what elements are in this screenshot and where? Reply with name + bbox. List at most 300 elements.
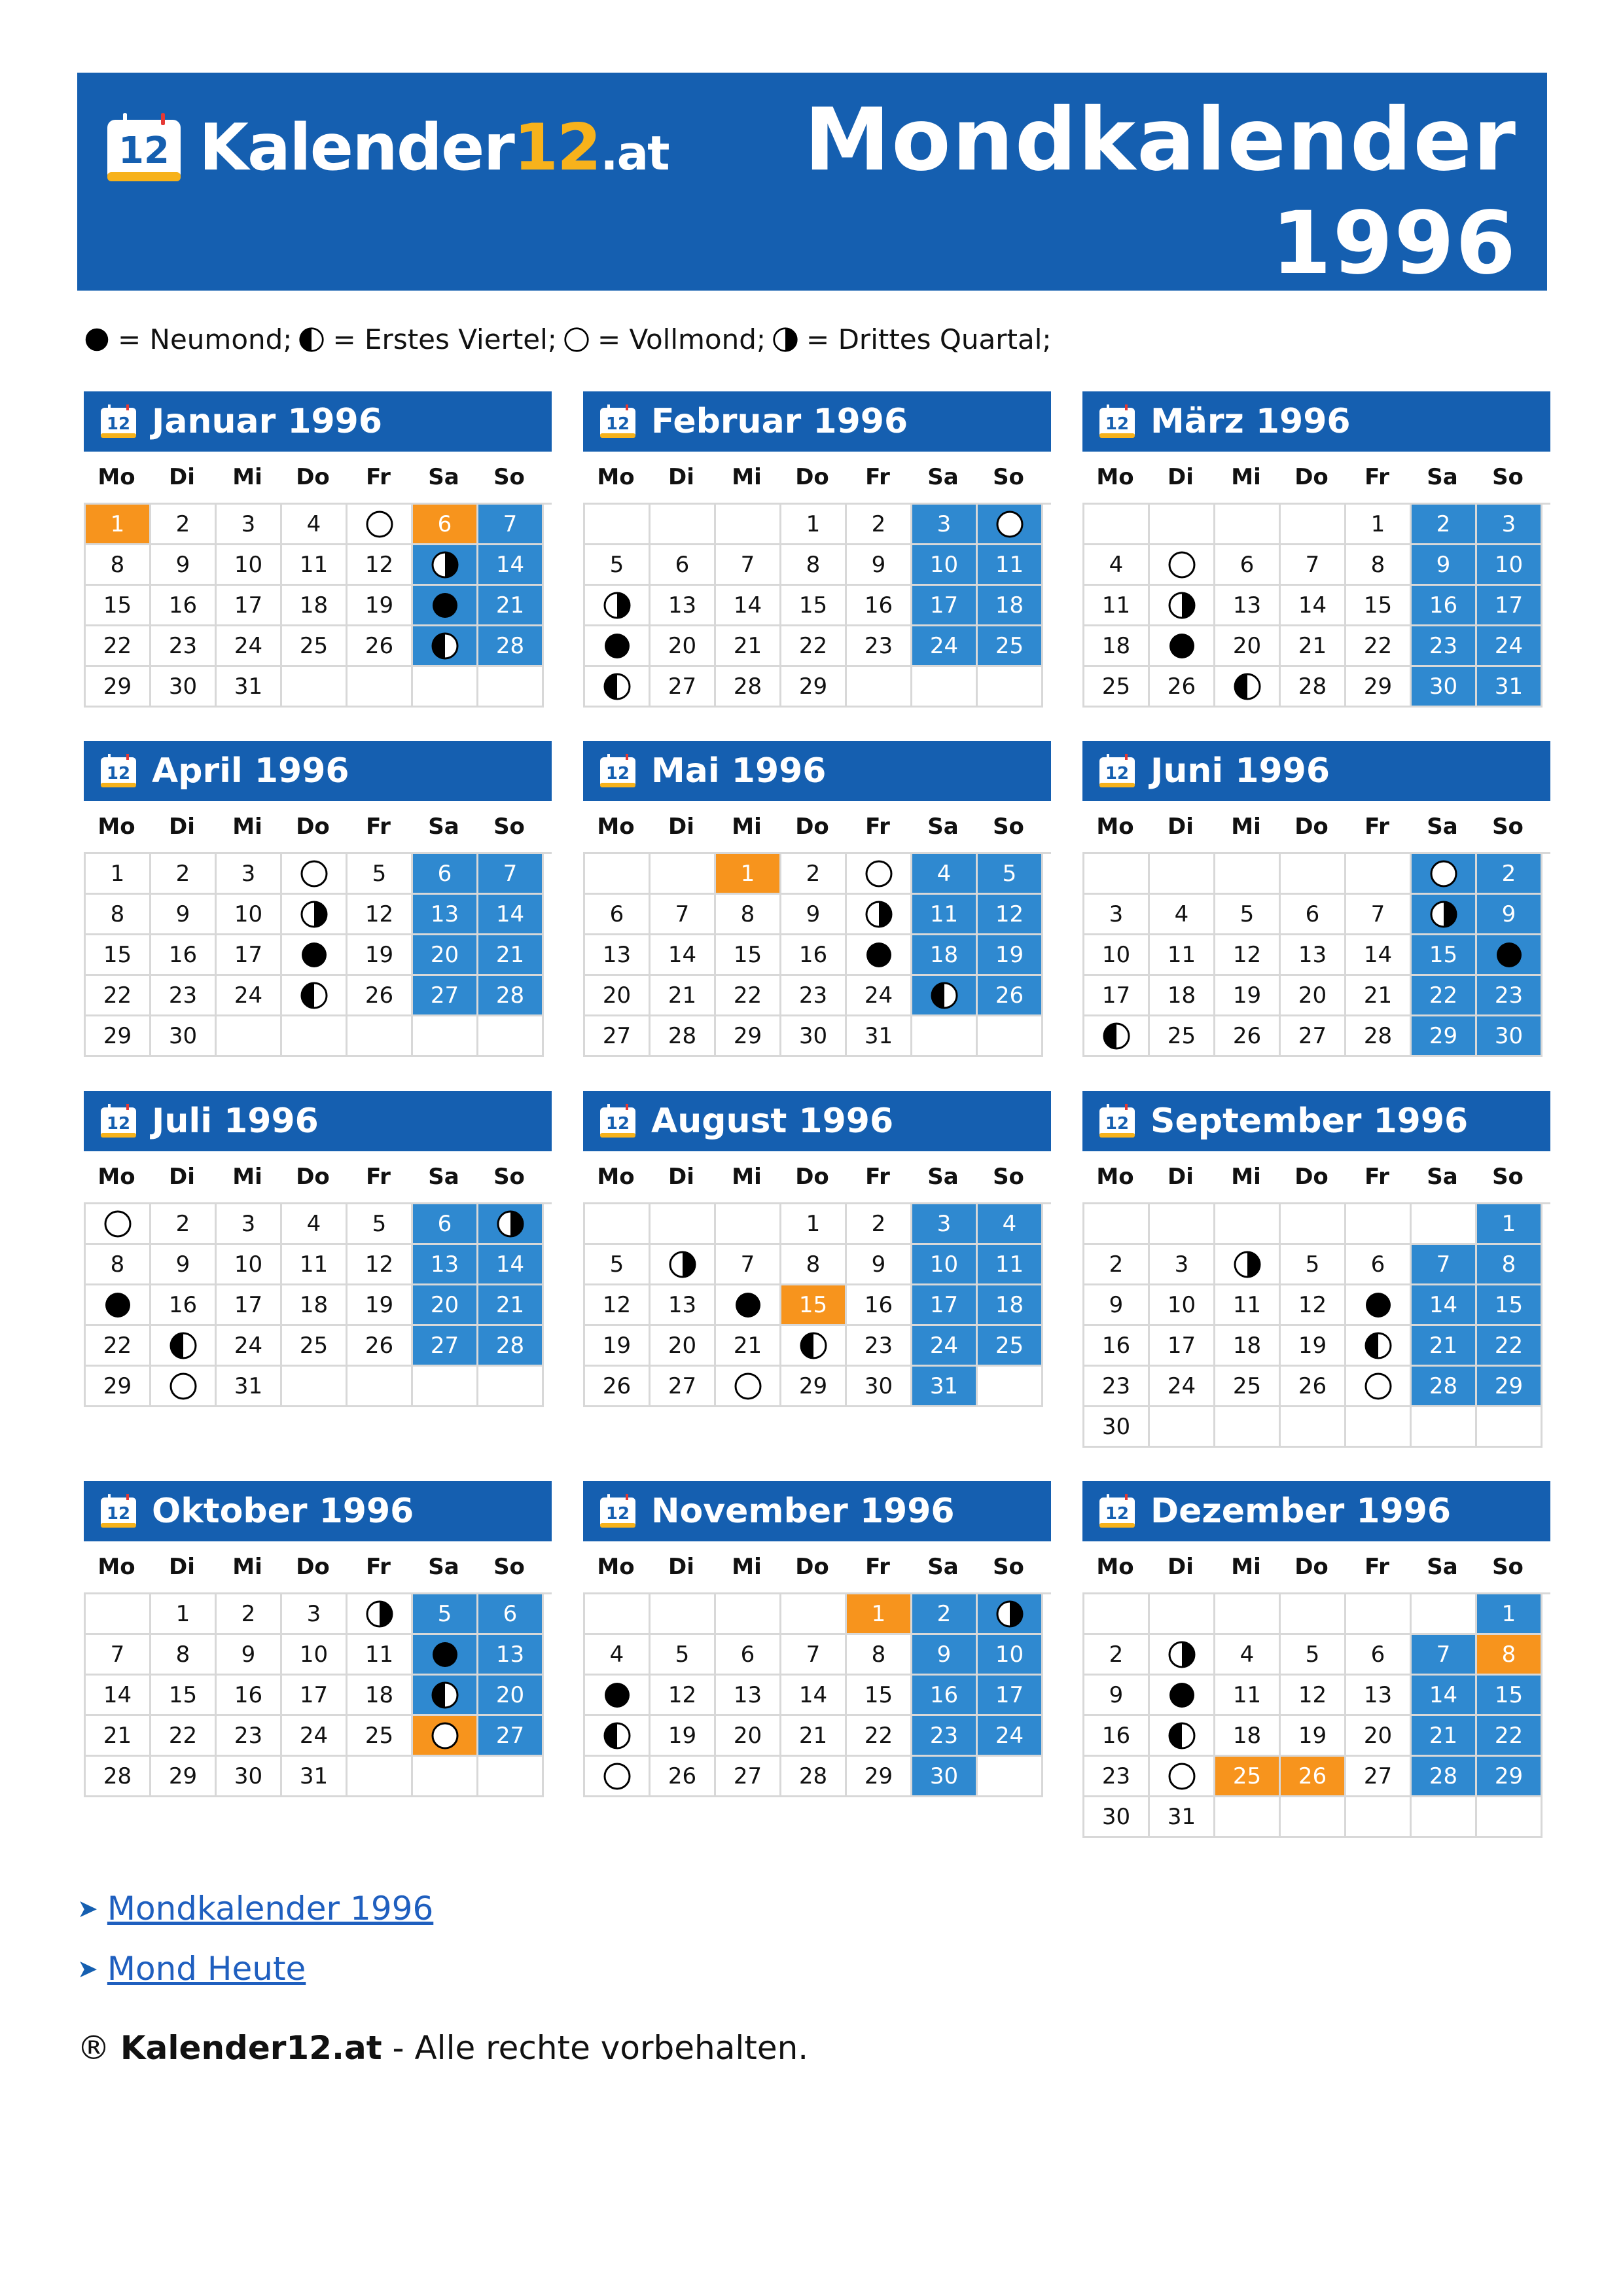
day-cell: 14 [1346,935,1412,976]
empty-day-cell [1412,1797,1477,1838]
day-cell: 21 [716,626,781,667]
day-cell: 14 [478,895,544,935]
empty-day-cell [413,1016,478,1057]
last-quarter-icon [431,550,459,579]
day-cell: 10 [282,1635,348,1676]
month-title: April 1996 [152,751,349,791]
month-title: Oktober 1996 [152,1492,414,1531]
day-cell [1150,626,1215,667]
weekday-label: Fr [366,464,391,490]
day-cell: 10 [912,545,978,586]
day-cell: 17 [912,586,978,626]
full-moon-icon [1168,1762,1196,1791]
day-cell: 7 [478,505,544,545]
day-cell: 25 [1150,1016,1215,1057]
day-cell: 29 [151,1757,217,1797]
day-cell: 25 [348,1716,413,1757]
weekday-label: Mo [597,814,635,840]
svg-text:12: 12 [106,1504,131,1524]
day-cell: 30 [217,1757,282,1797]
weekday-label: Mi [232,464,262,490]
first-quarter-icon [169,1331,198,1360]
day-cell: 29 [86,667,151,708]
day-cell: 31 [1477,667,1543,708]
day-cell: 29 [1477,1757,1543,1797]
calendar-icon [1098,753,1136,789]
day-cell: 17 [912,1285,978,1326]
day-cell: 3 [1150,1245,1215,1285]
month-title: Dezember 1996 [1150,1492,1452,1531]
empty-day-cell [1281,1797,1346,1838]
weekday-label: Do [296,464,330,490]
arrow-right-icon: ➤ [77,1954,98,1983]
day-cell: 25 [282,626,348,667]
day-cell: 27 [1346,1757,1412,1797]
day-cell [413,1635,478,1676]
day-cell: 18 [282,1285,348,1326]
day-cell [1150,1716,1215,1757]
day-cell: 30 [151,667,217,708]
day-grid [84,1202,552,1407]
weekday-label: Sa [428,464,459,490]
day-cell: 26 [1150,667,1215,708]
weekday-label: Sa [1427,814,1458,840]
empty-day-cell [912,667,978,708]
weekday-label: Do [1294,464,1329,490]
month-header [1082,391,1550,452]
day-cell: 18 [978,1285,1043,1326]
day-cell [716,1367,781,1407]
weekday-label: Di [169,1164,195,1190]
weekday-label: Mi [232,1554,262,1580]
day-cell [1215,667,1281,708]
day-cell: 21 [781,1716,847,1757]
empty-day-cell [1150,1594,1215,1635]
day-cell: 10 [978,1635,1043,1676]
weekday-label: Di [1168,464,1194,490]
weekday-label: Do [795,1554,829,1580]
day-cell: 14 [651,935,716,976]
weekday-label: Mi [1231,814,1261,840]
full-moon-icon [563,327,590,353]
logo-tld: .at [600,126,669,181]
day-cell: 4 [282,505,348,545]
weekday-label: Sa [1427,464,1458,490]
day-cell: 24 [1150,1367,1215,1407]
day-cell: 7 [86,1635,151,1676]
day-cell: 7 [1346,895,1412,935]
calendar-icon [599,1494,637,1529]
empty-day-cell [348,667,413,708]
day-cell: 9 [781,895,847,935]
weekday-label: So [993,1554,1024,1580]
day-cell: 14 [1281,586,1346,626]
weekday-label: Mi [232,1164,262,1190]
weekday-header [84,801,552,852]
empty-day-cell [348,1016,413,1057]
weekday-label: Mo [98,814,135,840]
empty-day-cell [912,1016,978,1057]
day-cell: 26 [585,1367,651,1407]
month-calendar [583,741,1051,1057]
day-cell: 23 [1412,626,1477,667]
last-quarter-icon [365,1600,394,1628]
day-cell: 14 [478,1245,544,1285]
day-cell: 19 [348,1285,413,1326]
day-cell [413,626,478,667]
day-cell: 17 [1477,586,1543,626]
first-quarter-icon [300,981,329,1010]
day-cell: 22 [1477,1326,1543,1367]
day-cell: 14 [1412,1285,1477,1326]
day-cell: 24 [1477,626,1543,667]
empty-day-cell [1084,854,1150,895]
day-cell: 25 [1215,1367,1281,1407]
day-cell: 28 [1412,1367,1477,1407]
month-title: November 1996 [651,1492,955,1531]
mond-heute-link[interactable]: Mond Heute [107,1950,306,1988]
day-cell: 12 [1281,1285,1346,1326]
empty-day-cell [1346,1797,1412,1838]
day-cell: 23 [1084,1367,1150,1407]
day-cell: 5 [1281,1245,1346,1285]
new-moon-icon [103,1291,132,1319]
empty-day-cell [1150,854,1215,895]
day-cell: 29 [1346,667,1412,708]
day-cell: 26 [978,976,1043,1016]
day-cell: 23 [847,626,912,667]
day-cell: 13 [413,895,478,935]
day-cell [151,1326,217,1367]
day-cell: 16 [781,935,847,976]
day-cell: 31 [217,667,282,708]
day-cell: 27 [1281,1016,1346,1057]
calendar-icon [599,404,637,439]
month-header [1082,741,1550,801]
empty-day-cell [978,1757,1043,1797]
empty-day-cell [978,1016,1043,1057]
day-cell: 19 [585,1326,651,1367]
day-cell: 17 [1150,1326,1215,1367]
empty-day-cell [1412,1407,1477,1448]
month-calendar [1082,1481,1550,1838]
day-cell: 23 [151,626,217,667]
day-cell: 13 [651,1285,716,1326]
empty-day-cell [651,1594,716,1635]
month-title: Juli 1996 [152,1102,319,1141]
month-calendar [583,1481,1051,1797]
day-cell: 13 [1215,586,1281,626]
day-cell: 25 [282,1326,348,1367]
link-list [77,1878,433,1999]
svg-text:12: 12 [1105,414,1130,434]
day-cell: 29 [716,1016,781,1057]
day-cell: 6 [1281,895,1346,935]
day-cell: 4 [978,1204,1043,1245]
weekday-label: Sa [428,1164,459,1190]
day-cell: 10 [912,1245,978,1285]
weekday-label: Mi [232,814,262,840]
day-cell [1150,1635,1215,1676]
day-cell: 14 [781,1676,847,1716]
day-cell: 5 [585,545,651,586]
day-cell: 26 [348,976,413,1016]
day-cell [912,976,978,1016]
month-header [84,1481,552,1541]
last-quarter-icon [772,327,798,353]
day-cell: 24 [978,1716,1043,1757]
day-cell: 10 [217,1245,282,1285]
full-moon-icon [734,1372,762,1401]
last-quarter-icon [496,1210,525,1238]
day-cell: 18 [1215,1716,1281,1757]
mondkalender-link[interactable]: Mondkalender 1996 [107,1890,434,1928]
weekday-label: Mi [732,464,762,490]
day-cell: 7 [651,895,716,935]
day-cell: 21 [86,1716,151,1757]
day-cell: 2 [1084,1245,1150,1285]
day-cell: 2 [847,1204,912,1245]
day-cell: 19 [348,935,413,976]
day-cell [1150,586,1215,626]
day-cell: 28 [478,626,544,667]
day-cell: 16 [151,935,217,976]
legend-last-quarter-label: = Drittes Quartal; [806,323,1052,355]
full-moon-icon [995,510,1024,539]
day-cell: 12 [1281,1676,1346,1716]
day-cell: 28 [781,1757,847,1797]
day-cell: 9 [847,545,912,586]
legend-full-moon-label: = Vollmond; [597,323,766,355]
weekday-label: Fr [366,814,391,840]
month-header [583,391,1051,452]
day-cell: 20 [1215,626,1281,667]
day-cell: 2 [847,505,912,545]
empty-day-cell [1215,1407,1281,1448]
day-cell: 22 [1346,626,1412,667]
day-cell [282,854,348,895]
day-cell: 9 [1084,1285,1150,1326]
day-cell: 23 [912,1716,978,1757]
footer-brand: Kalender12.at [120,2029,382,2067]
day-cell: 18 [282,586,348,626]
first-quarter-icon [603,672,632,701]
empty-day-cell [1346,1594,1412,1635]
page-title-line1: Mondkalender [804,90,1517,190]
day-cell: 1 [847,1594,912,1635]
day-cell: 27 [413,1326,478,1367]
day-cell: 20 [413,1285,478,1326]
day-cell: 3 [1477,505,1543,545]
day-cell [1412,854,1477,895]
day-cell [282,935,348,976]
day-cell: 6 [1346,1635,1412,1676]
day-cell: 20 [413,935,478,976]
first-quarter-icon [1364,1331,1393,1360]
month-header [583,1091,1051,1151]
empty-day-cell [978,667,1043,708]
day-cell: 5 [651,1635,716,1676]
weekday-label: Mo [1096,1164,1134,1190]
day-cell [86,1285,151,1326]
day-cell: 23 [1477,976,1543,1016]
empty-day-cell [781,1594,847,1635]
day-cell [1084,1016,1150,1057]
weekday-header [583,1151,1051,1202]
day-cell: 19 [348,586,413,626]
empty-day-cell [585,1594,651,1635]
day-cell [478,1204,544,1245]
day-cell: 4 [1084,545,1150,586]
day-cell: 29 [86,1367,151,1407]
day-cell: 8 [781,545,847,586]
new-moon-icon [1168,632,1196,660]
day-cell: 16 [847,1285,912,1326]
day-cell: 18 [978,586,1043,626]
day-cell: 1 [781,505,847,545]
empty-day-cell [585,854,651,895]
empty-day-cell [1084,1594,1150,1635]
first-quarter-icon [1102,1022,1131,1050]
day-cell [585,1716,651,1757]
weekday-label: Do [795,1164,829,1190]
weekday-label: Di [668,464,694,490]
empty-day-cell [1346,854,1412,895]
new-moon-icon [431,591,459,620]
day-cell: 22 [86,1326,151,1367]
day-cell: 20 [651,1326,716,1367]
day-cell: 24 [847,976,912,1016]
site-logo[interactable] [105,111,669,185]
day-cell: 13 [1346,1676,1412,1716]
day-cell: 10 [1477,545,1543,586]
day-cell [847,854,912,895]
day-cell: 31 [1150,1797,1215,1838]
day-cell: 2 [217,1594,282,1635]
full-moon-icon [300,859,329,888]
first-quarter-icon [298,327,325,353]
logo-prefix: Kalender [199,111,514,185]
weekday-label: So [493,1554,525,1580]
last-quarter-icon [1168,591,1196,620]
weekday-label: Mi [732,814,762,840]
day-cell: 5 [1215,895,1281,935]
new-moon-icon [1168,1681,1196,1710]
empty-day-cell [1150,1204,1215,1245]
weekday-label: So [493,814,525,840]
weekday-label: Fr [1364,814,1389,840]
weekday-label: Sa [1427,1164,1458,1190]
day-cell [1346,1326,1412,1367]
empty-day-cell [1215,1797,1281,1838]
weekday-label: Sa [927,1554,959,1580]
svg-text:12: 12 [1105,1504,1130,1524]
day-cell [1150,545,1215,586]
month-calendar [1082,391,1550,708]
empty-day-cell [1412,1204,1477,1245]
day-cell: 24 [912,1326,978,1367]
empty-day-cell [478,1757,544,1797]
svg-text:12: 12 [605,764,630,783]
day-cell: 20 [651,626,716,667]
day-cell: 26 [1215,1016,1281,1057]
svg-text:12: 12 [605,1504,630,1524]
legend-new-moon-label: = Neumond; [118,323,293,355]
day-cell: 28 [716,667,781,708]
empty-day-cell [1215,1594,1281,1635]
day-cell: 23 [151,976,217,1016]
day-cell: 9 [217,1635,282,1676]
empty-day-cell [585,1204,651,1245]
full-moon-icon [865,859,893,888]
calendar-icon [1098,1103,1136,1139]
weekday-label: Sa [927,1164,959,1190]
last-quarter-icon [668,1250,697,1279]
first-quarter-icon [1233,672,1262,701]
weekday-label: Mo [98,1554,135,1580]
day-cell: 10 [1150,1285,1215,1326]
weekday-header [1082,1541,1550,1592]
day-cell: 2 [151,854,217,895]
first-quarter-icon [799,1331,828,1360]
last-quarter-icon [300,900,329,929]
page-title [804,88,1517,295]
day-cell: 22 [716,976,781,1016]
weekday-label: Do [296,1554,330,1580]
empty-day-cell [86,1594,151,1635]
month-calendar [1082,741,1550,1057]
day-cell: 28 [478,976,544,1016]
day-cell: 11 [282,1245,348,1285]
day-cell: 16 [217,1676,282,1716]
new-moon-icon [603,1681,632,1710]
empty-day-cell [1281,1407,1346,1448]
weekday-label: So [993,1164,1024,1190]
day-grid [583,1592,1051,1797]
calendar-icon [99,1103,137,1139]
day-cell: 9 [1412,545,1477,586]
month-calendar [583,391,1051,708]
empty-day-cell [1084,1204,1150,1245]
day-cell: 16 [151,1285,217,1326]
page-title-line2: 1996 [1271,193,1517,294]
day-cell: 2 [1084,1635,1150,1676]
day-cell: 13 [1281,935,1346,976]
day-cell: 24 [217,1326,282,1367]
day-cell: 21 [478,1285,544,1326]
day-grid [84,1592,552,1797]
day-cell [585,1676,651,1716]
new-moon-icon [431,1640,459,1669]
day-cell: 22 [86,976,151,1016]
day-cell: 18 [1084,626,1150,667]
day-cell: 22 [847,1716,912,1757]
moon-phase-legend [84,323,1058,355]
day-cell: 14 [86,1676,151,1716]
registered-symbol: ® [77,2029,110,2067]
day-cell: 15 [1412,935,1477,976]
day-cell: 7 [1412,1245,1477,1285]
day-cell [151,1367,217,1407]
full-moon-icon [169,1372,198,1401]
day-cell: 13 [651,586,716,626]
weekday-label: Sa [927,464,959,490]
day-cell: 27 [716,1757,781,1797]
day-cell: 20 [478,1676,544,1716]
empty-day-cell [217,1016,282,1057]
first-quarter-icon [431,1681,459,1710]
weekday-label: Mo [98,1164,135,1190]
